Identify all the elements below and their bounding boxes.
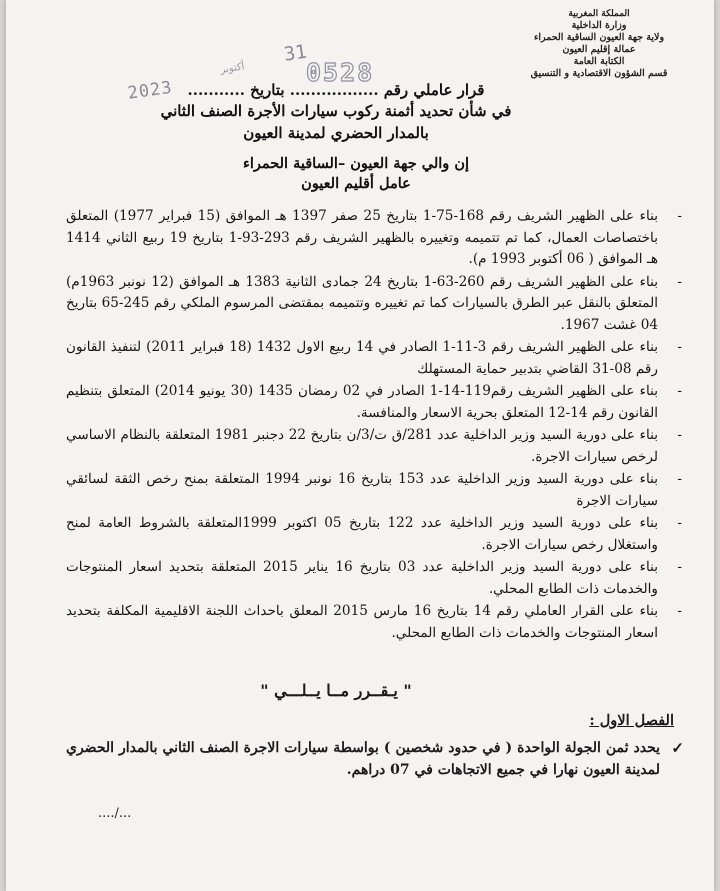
- letterhead: [504, 8, 694, 80]
- clause-text: بناء على الظهير الشريف رقم 168-75-1 بتاريخ 25 صفر 1397 هـ الموافق (15 فبراير 1977) المتعلق باختصاصات العمال، كما تم تتميمه وتغييره بالظهير الشريف رقم 293-93-1 بتاريخ 19 ربيع الثاني 1414 هـ الموافق ( 06 أكتوبر 1993 م).: [66, 208, 658, 267]
- clause-text: بناء على الظهير الشريف رقم 3-11-1 الصادر في 14 ربيع الاول 1432 (18 فبراير 2011) لتنفيذ القانون رقم 08-31 القاضي بتدبير حماية المستهلك: [66, 339, 659, 377]
- decree-heading: " يـقــرر مــا يــلـــي ": [260, 681, 412, 700]
- clause-text: بناء على الظهير الشريف رقم 260-63-1 بتاريخ 24 جمادى الثانية 1383 هـ الموافق (12 نونبر 1963م) المتعلق بالنقل عبر الطرق بالسيارات كما تم تغييره وتتميمه بمقتضى المرسوم الملكي رقم 245-65 بتاريخ 04 غشت 1967.: [66, 273, 658, 333]
- stamp-day: 31: [282, 40, 309, 66]
- registration-number-stamp: 0528: [306, 58, 375, 87]
- decree-subject-line: في شأن تحديد أثمنة ركوب سيارات الأجرة الصنف الثاني: [160, 102, 512, 120]
- preamble-clauses: [66, 206, 686, 645]
- preamble-clause: - بناء على الظهير الشريف رقم 3-11-1 الصادر في 14 ربيع الاول 1432 (18 فبراير 2011) لتنفيذ القانون رقم 08-31 القاضي بتدبير حماية المستهلك: [66, 339, 682, 377]
- clause-text: بناء على الظهير الشريف رقم119-14-1 الصادر في 02 رمضان 1435 (30 يونيو 2014) المتعلق بتنظيم القانون رقم 14-12 المتعلق بحرية الاسعار والمنافسة.: [66, 383, 659, 421]
- article-text: يحدد ثمن الجولة الواحدة ( في حدود شخصين ) بواسطة سيارات الاجرة الصنف الثاني بالمدار الحضري لمدينة العيون نهارا في جميع الاتجاهات في 07 دراهم.: [66, 740, 660, 778]
- article-one: [66, 737, 686, 781]
- preamble-clause: - بناء على القرار العاملي رقم 14 بتاريخ 16 مارس 2015 المعلق باحداث اللجنة الاقليمية المكلفة بتحديد اسعار المنتوجات والخدمات ذات الطابع المحلي.: [66, 603, 682, 641]
- letterhead-line: قسم الشؤون الاقتصادية و التنسيق: [530, 68, 668, 79]
- preamble-clause: - بناء على دورية السيد وزير الداخلية عدد 03 بتاريخ 16 يناير 2015 المتعلقة بتحديد اسعار المنتوجات والخدمات ذات الطابع المحلي.: [66, 559, 682, 597]
- document-page: [6, 0, 714, 891]
- preamble-clause: - بناء على الظهير الشريف رقم 260-63-1 بتاريخ 24 جمادى الثانية 1383 هـ الموافق (12 نونبر 1963م) المتعلق بالنقل عبر الطرق بالسيارات كما تم تغييره وتتميمه بمقتضى المرسوم الملكي رقم 245-65 بتاريخ 04 غشت 1967.: [66, 273, 682, 333]
- checkmark-icon: ✓: [671, 739, 684, 757]
- clause-text: بناء على دورية السيد وزير الداخلية عدد 122 بتاريخ 05 اكتوبر 1999المتعلقة بالشروط العامة لمنح واستغلال رخص سيارات الاجرة.: [66, 515, 658, 553]
- letterhead-line: وزارة الداخلية: [571, 20, 627, 31]
- clause-text: بناء على دورية السيد وزير الداخلية عدد 03 بتاريخ 16 يناير 2015 المتعلقة بتحديد اسعار المنتوجات والخدمات ذات الطابع المحلي.: [66, 559, 659, 597]
- preamble-clause: - بناء على الظهير الشريف رقم119-14-1 الصادر في 02 رمضان 1435 (30 يونيو 2014) المتعلق بتنظيم القانون رقم 14-12 المتعلق بحرية الاسعار والمنافسة.: [66, 383, 682, 421]
- issuer-line: إن والي جهة العيون –الساقية الحمراء: [243, 155, 469, 172]
- clause-text: بناء على دورية السيد وزير الداخلية عدد 281/ق ت/3/ن بتاريخ 22 دجنبر 1981 المتعلقة بالنظام الاساسي لرخص سيارات الاجرة.: [66, 427, 659, 465]
- clause-text: بناء على القرار العاملي رقم 14 بتاريخ 16 مارس 2015 المعلق باحداث اللجنة الاقليمية المكلفة بتحديد اسعار المنتوجات والخدمات ذات الطابع المحلي.: [66, 603, 659, 641]
- preamble-clause: - بناء على دورية السيد وزير الداخلية عدد 122 بتاريخ 05 اكتوبر 1999المتعلقة بالشروط العامة لمنح واستغلال رخص سيارات الاجرة.: [66, 515, 682, 553]
- continuation-mark: ..../...: [98, 806, 132, 821]
- decree-number-line: قرار عاملي رقم ................. بتاريخ ...........: [187, 81, 485, 99]
- issuer-title-line: عامل أقليم العيون: [301, 175, 411, 192]
- clause-text: بناء على دورية السيد وزير الداخلية عدد 153 بتاريخ 16 نونبر 1994 المتعلقة بمنح رخص الثقة لسائقي سيارات الاجرة: [66, 471, 659, 509]
- stamp-year: 2023: [126, 77, 174, 104]
- preamble-clause: - بناء على الظهير الشريف رقم 168-75-1 بتاريخ 25 صفر 1397 هـ الموافق (15 فبراير 1977) المتعلق باختصاصات العمال، كما تم تتميمه وتغييره بالظهير الشريف رقم 293-93-1 بتاريخ 19 ربيع الثاني 1414 هـ الموافق ( 06 أكتوبر 1993 م).: [66, 208, 682, 267]
- decree-subject-line-2: بالمدار الحضري لمدينة العيون: [243, 124, 429, 142]
- stamp-month: أكتوبر: [219, 61, 246, 76]
- chapter-title: الفصل الاول :: [589, 712, 674, 729]
- preamble-clause: - بناء على دورية السيد وزير الداخلية عدد 281/ق ت/3/ن بتاريخ 22 دجنبر 1981 المتعلقة بالنظام الاساسي لرخص سيارات الاجرة.: [66, 427, 682, 465]
- letterhead-line: الكتابة العامة: [573, 56, 625, 67]
- letterhead-line: ولاية جهة العيون الساقية الحمراء: [533, 32, 665, 43]
- date-stamp: [123, 34, 328, 111]
- letterhead-line: المملكة المغربية: [568, 9, 630, 19]
- preamble-clause: - بناء على دورية السيد وزير الداخلية عدد 153 بتاريخ 16 نونبر 1994 المتعلقة بمنح رخص الثقة لسائقي سيارات الاجرة: [66, 471, 682, 509]
- letterhead-line: عمالة إقليم العيون: [562, 44, 636, 55]
